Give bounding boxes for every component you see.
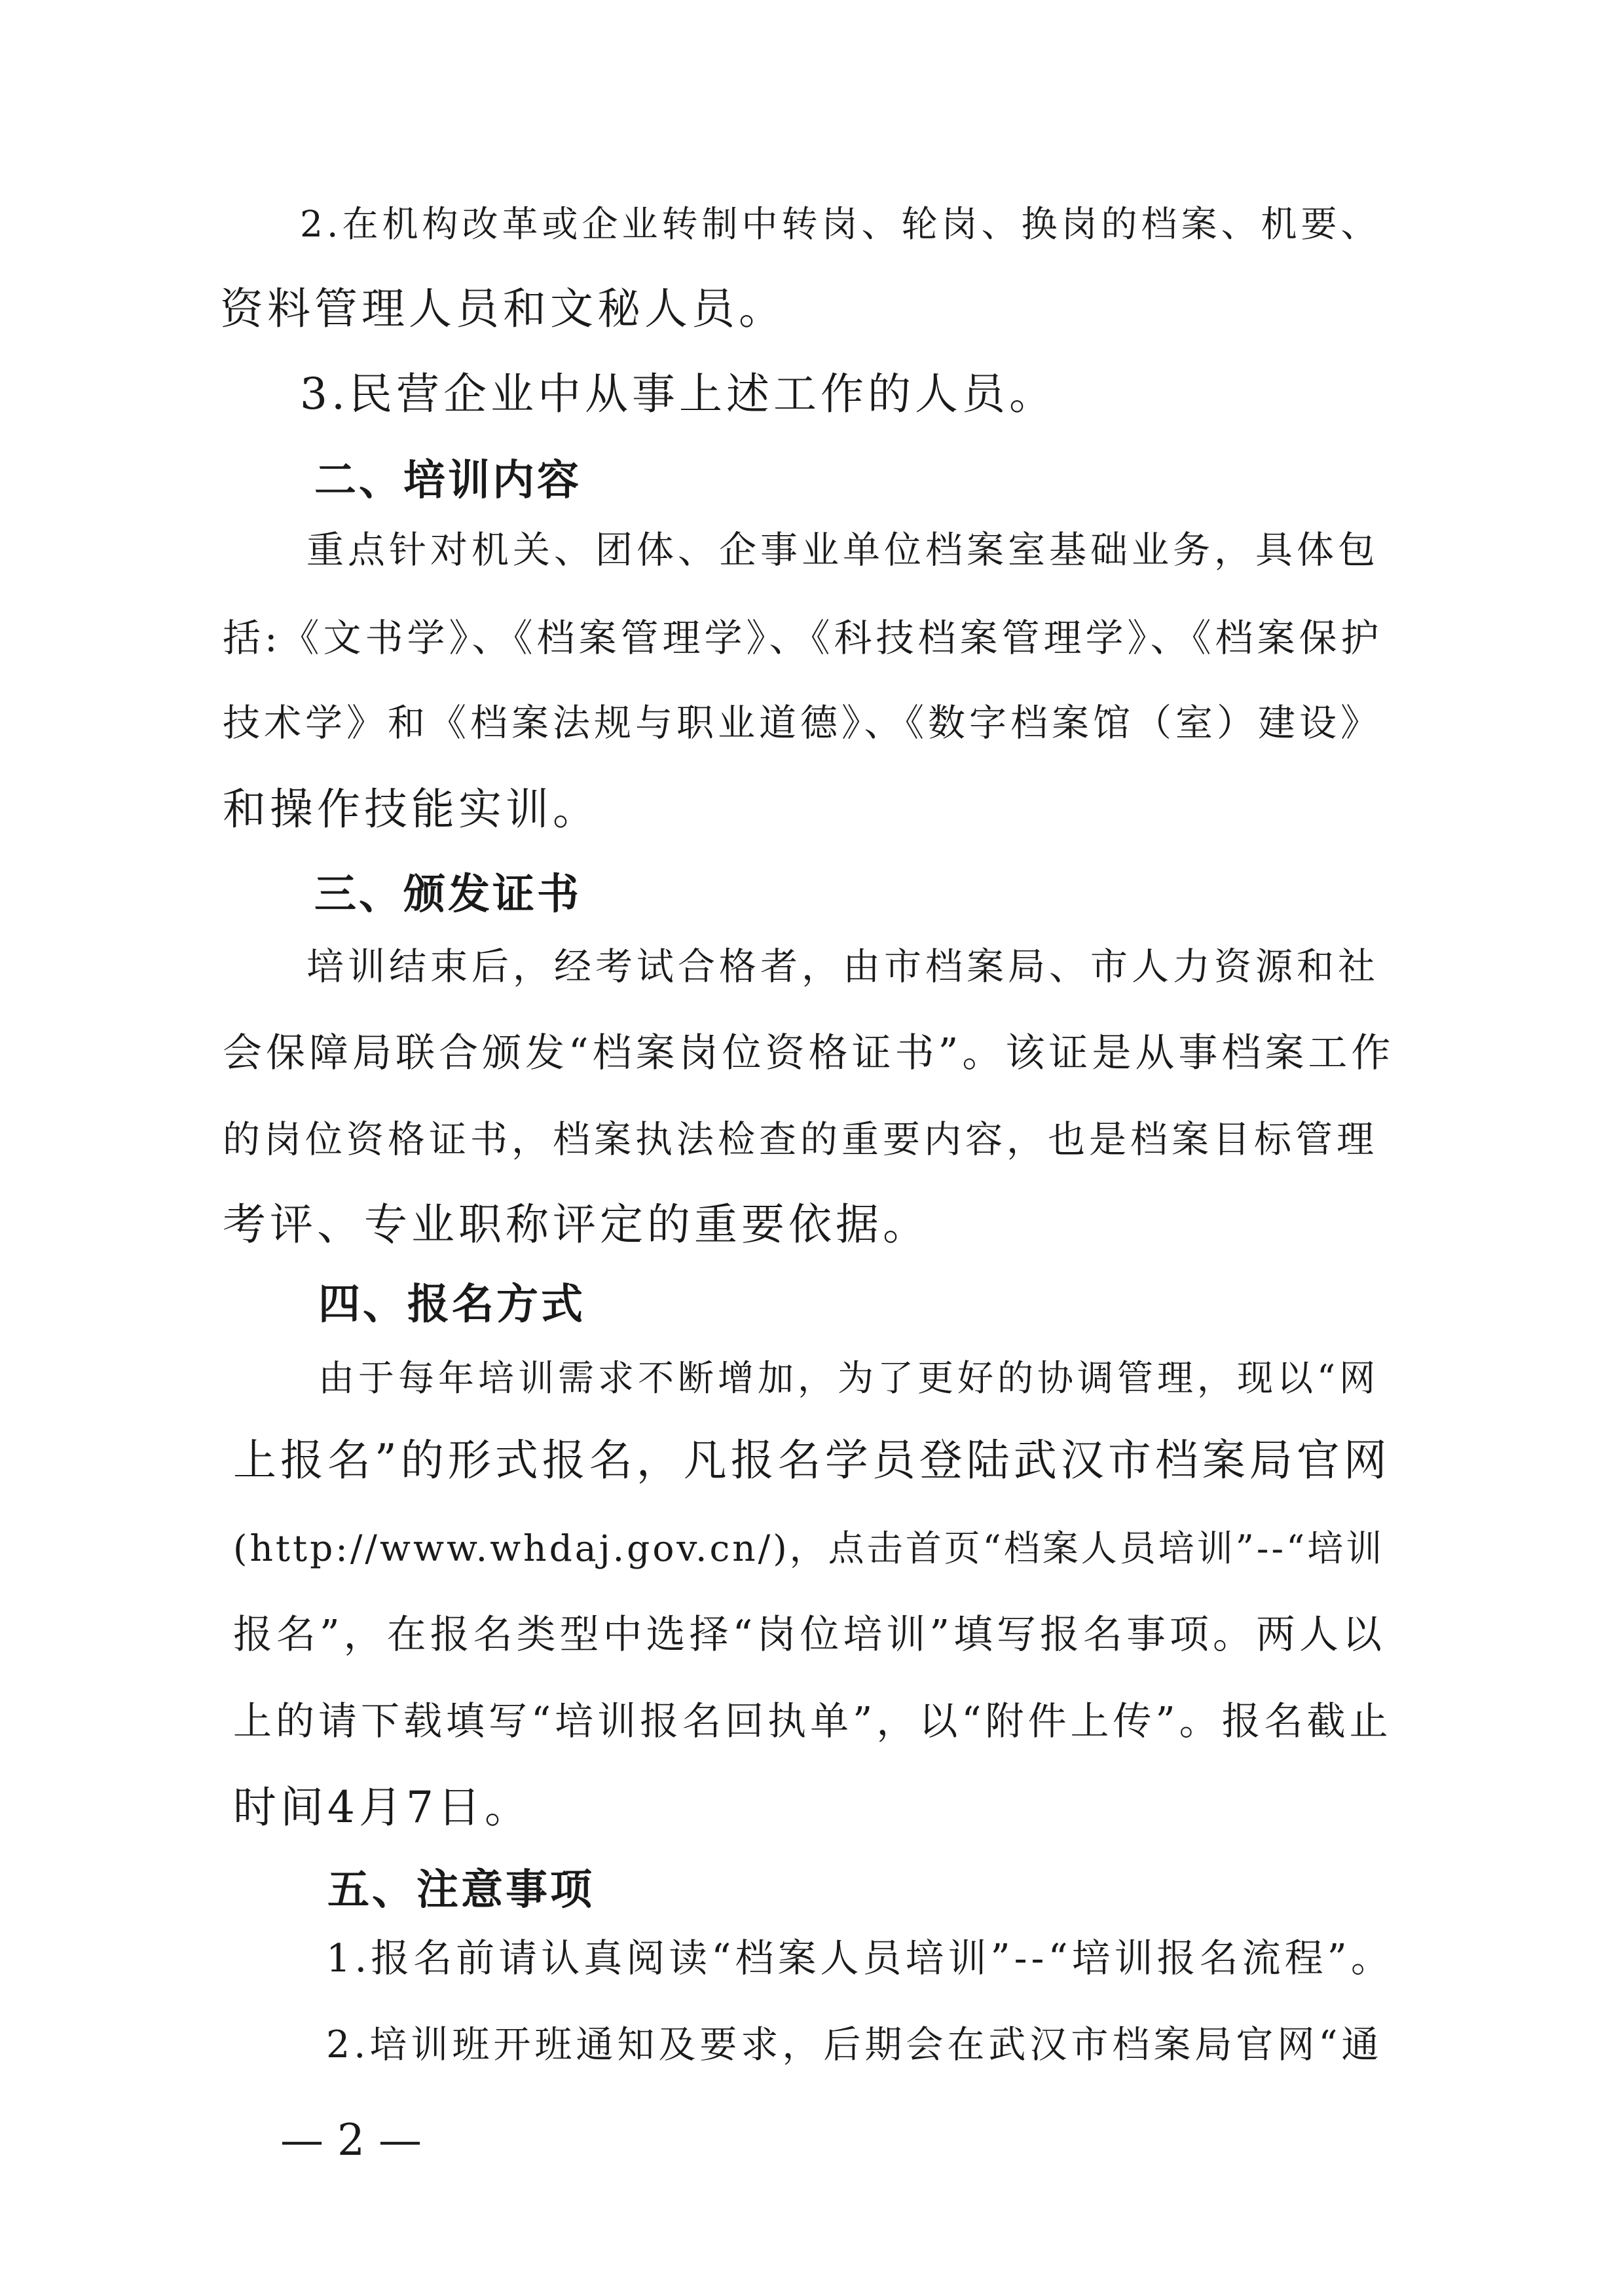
section-heading-training-content: 二、培训内容 <box>314 457 581 505</box>
body-line: 的岗位资格证书，档案执法检查的重要内容，也是档案目标管理 <box>223 1118 1378 1161</box>
body-line: 和操作技能实训。 <box>223 784 600 834</box>
body-line: 2.在机构改革或企业转制中转岗、轮岗、换岗的档案、机要、 <box>300 203 1381 245</box>
body-line: 资料管理人员和文秘人员。 <box>220 284 786 334</box>
body-line: 会保障局联合颁发“档案岗位资格证书”。该证是从事档案工作 <box>223 1030 1395 1076</box>
body-line: 时间4月7日。 <box>233 1782 532 1833</box>
body-line: 3.民营企业中从事上述工作的人员。 <box>300 369 1056 419</box>
body-line: 上的请下载填写“培训报名回执单”，以“附件上传”。报名截止 <box>233 1698 1392 1744</box>
body-line: 培训结束后，经考试合格者，由市档案局、市人力资源和社 <box>306 945 1379 988</box>
section-heading-certificate: 三、颁发证书 <box>314 870 581 919</box>
body-line: 重点针对机关、团体、企事业单位档案室基础业务，具体包 <box>306 529 1379 572</box>
page-number: — 2 — <box>280 2115 422 2165</box>
section-heading-registration: 四、报名方式 <box>318 1280 585 1329</box>
body-line: 考评、专业职称评定的重要依据。 <box>223 1199 930 1250</box>
body-line: 技术学》和《档案法规与职业道德》、《数字档案馆（室）建设》 <box>223 701 1382 745</box>
body-line: 2.培训班开班通知及要求，后期会在武汉市档案局官网“通 <box>326 2023 1383 2066</box>
body-line: 由于每年培训需求不断增加，为了更好的协调管理，现以“网 <box>318 1357 1380 1399</box>
body-line: 括:《文书学》、《档案管理学》、《科技档案管理学》、《档案保护 <box>223 616 1383 660</box>
body-line: 1.报名前请认真阅读“档案人员培训”--“培训报名流程”。 <box>326 1935 1393 1981</box>
body-line: 上报名”的形式报名，凡报名学员登陆武汉市档案局官网 <box>233 1435 1391 1485</box>
body-line: 报名”，在报名类型中选择“岗位培训”填写报名事项。两人以 <box>233 1612 1386 1658</box>
body-line-url: (http://www.whdaj.gov.cn/)，点击首页“档案人员培训”--“培训 <box>233 1527 1385 1569</box>
section-heading-notes: 五、注意事项 <box>327 1866 595 1914</box>
